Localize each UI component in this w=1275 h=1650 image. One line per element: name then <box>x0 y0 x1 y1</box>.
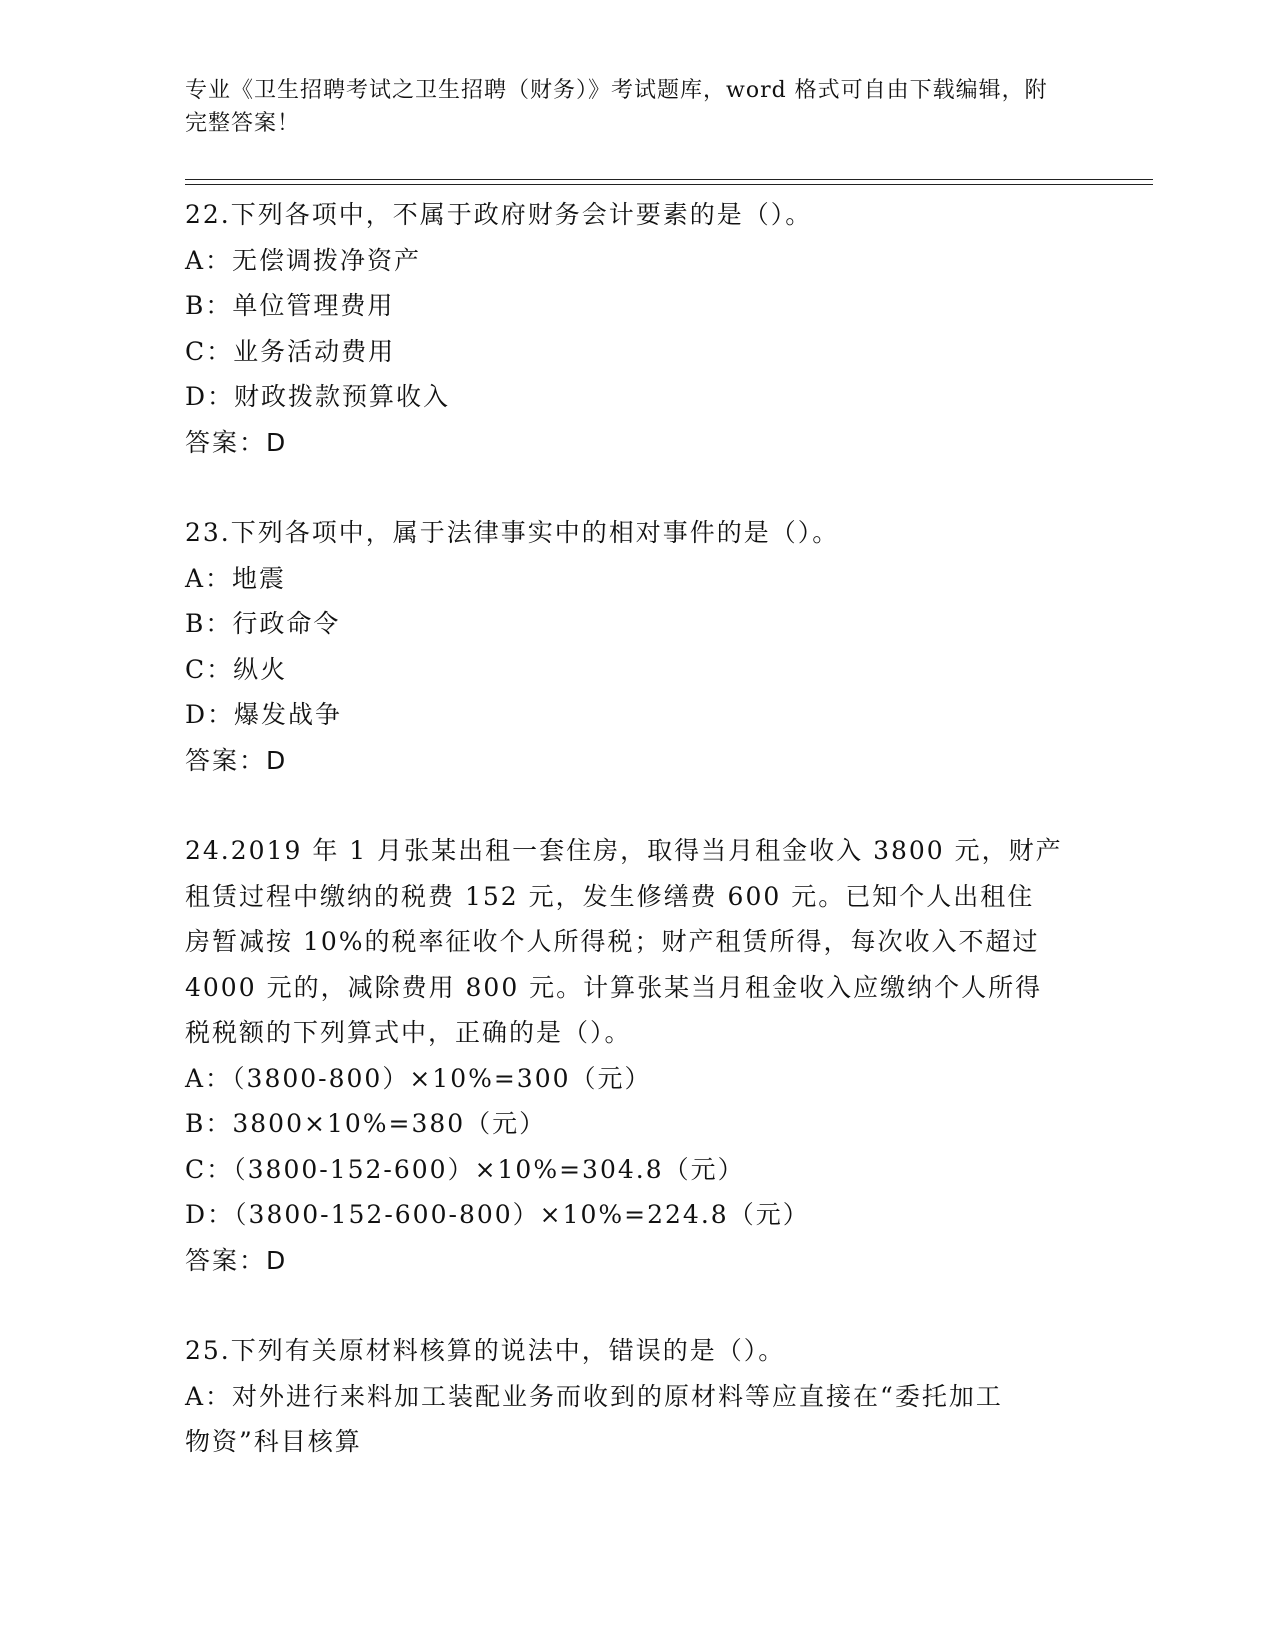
question-stem: 23.下列各项中，属于法律事实中的相对事件的是（）。 <box>185 518 840 547</box>
option-b: B：行政命令 <box>185 609 341 638</box>
answer-label: 答案：D <box>185 1245 288 1275</box>
question-stem-line: 租赁过程中缴纳的税费 152 元，发生修缮费 600 元。已知个人出租住 <box>185 881 1035 911</box>
option-a-line: 物资”科目核算 <box>185 1427 362 1456</box>
answer-label: 答案：D <box>185 745 288 775</box>
spacer <box>185 783 1085 828</box>
question-stem-line: 4000 元的，减除费用 800 元。计算张某当月租金收入应缴纳个人所得 <box>185 972 1043 1002</box>
option-b: B：单位管理费用 <box>185 291 395 320</box>
question-24 <box>185 828 1085 1283</box>
answer-label: 答案：D <box>185 427 288 457</box>
option-c: C：纵火 <box>185 654 288 684</box>
spacer <box>185 1283 1085 1328</box>
question-stem-line: 房暂减按 10%的税率征收个人所得税；财产租赁所得，每次收入不超过 <box>185 927 1040 956</box>
header-rule-bottom <box>185 184 1153 185</box>
option-d: D：爆发战争 <box>185 700 343 729</box>
document-header <box>185 74 1065 140</box>
spacer <box>185 465 1085 510</box>
option-d: D：（3800-152-600-800）×10%=224.8（元） <box>185 1200 810 1229</box>
question-stem-line: 税税额的下列算式中，正确的是（）。 <box>185 1018 632 1047</box>
option-d: D：财政拨款预算收入 <box>185 382 451 411</box>
option-a: A：（3800-800）×10%=300（元） <box>185 1063 652 1093</box>
question-list <box>185 192 1085 1465</box>
option-a: A：无偿调拨净资产 <box>185 245 422 275</box>
question-25 <box>185 1328 1085 1465</box>
header-text: 专业《卫生招聘考试之卫生招聘（财务）》考试题库，word 格式可自由下载编辑，附完整答案！ <box>185 78 1048 136</box>
option-c: C：（3800-152-600）×10%=304.8（元） <box>185 1154 745 1184</box>
option-a-line: A：对外进行来料加工装配业务而收到的原材料等应直接在“委托加工 <box>185 1381 1003 1411</box>
question-stem: 22.下列各项中，不属于政府财务会计要素的是（）。 <box>185 200 813 229</box>
header-rule-top <box>185 179 1153 180</box>
question-stem-line: 24.2019 年 1 月张某出租一套住房，取得当月租金收入 3800 元，财产 <box>185 836 1063 865</box>
question-22 <box>185 192 1085 465</box>
question-23 <box>185 510 1085 783</box>
option-a: A：地震 <box>185 563 287 593</box>
question-stem: 25.下列有关原材料核算的说法中，错误的是（）。 <box>185 1336 786 1365</box>
option-b: B：3800×10%=380（元） <box>185 1109 547 1138</box>
option-c: C：业务活动费用 <box>185 336 396 366</box>
